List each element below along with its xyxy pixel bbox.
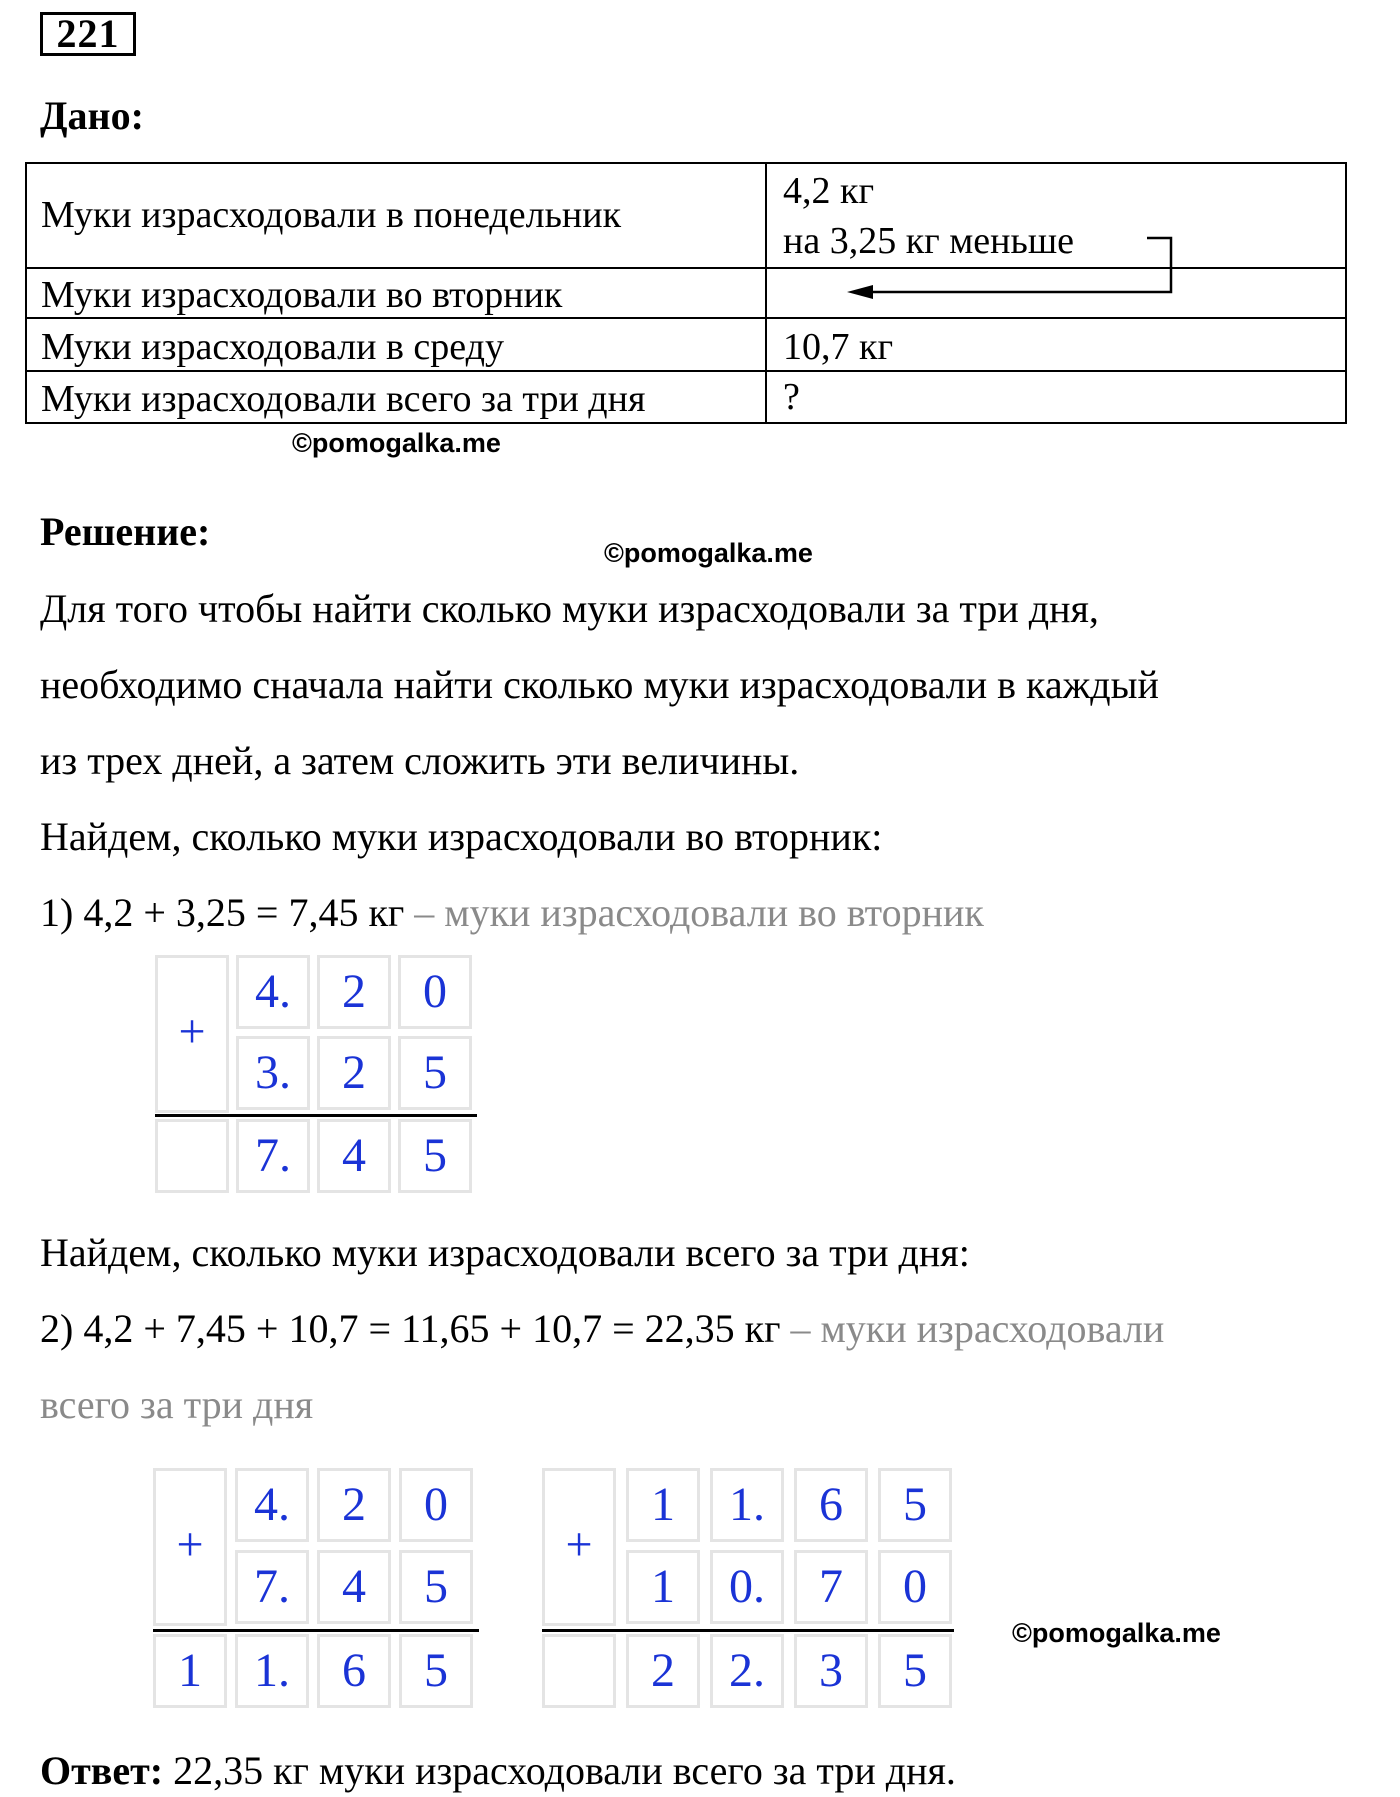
solution-line-3: из трех дней, а затем сложить эти величины. <box>40 738 800 783</box>
grid-cell: 1. <box>710 1468 784 1542</box>
grid-cell: 1. <box>235 1634 309 1708</box>
given-label-tuesday: Муки израсходовали во вторник <box>41 274 563 316</box>
grid-cell: 7. <box>235 1550 309 1624</box>
addition-grid-1 <box>155 955 481 1195</box>
plus-sign: + <box>153 1468 227 1626</box>
grid-cell: 0 <box>398 955 472 1029</box>
step-1-comment: – муки израсходовали во вторник <box>404 890 984 935</box>
step-2-intro: Найдем, сколько муки израсходовали всего за три дня: <box>40 1230 970 1275</box>
watermark: ©pomogalka.me <box>1012 1618 1221 1648</box>
solution-line-4: Найдем, сколько муки израсходовали во вторник: <box>40 814 883 859</box>
grid-cell: 5 <box>398 1119 472 1193</box>
step-1 <box>40 890 984 936</box>
given-note-difference: на 3,25 кг меньше <box>783 220 1074 262</box>
step-2-comment-continued: всего за три дня <box>40 1382 314 1427</box>
grid-cell <box>542 1634 616 1708</box>
grid-cell: 7 <box>794 1550 868 1624</box>
plus-sign: + <box>155 955 229 1113</box>
step-2 <box>40 1306 1164 1352</box>
grid-cell: 4. <box>235 1468 309 1542</box>
given-heading: Дано: <box>40 93 144 138</box>
grid-cell: 3 <box>794 1634 868 1708</box>
given-table <box>25 162 1347 424</box>
difference-arrow-icon <box>27 164 1349 426</box>
grid-cell: 0. <box>710 1550 784 1624</box>
grid-cell: 1 <box>626 1468 700 1542</box>
watermark: ©pomogalka.me <box>604 538 813 568</box>
solution-line-1: Для того чтобы найти сколько муки израсходовали за три дня, <box>40 586 1099 631</box>
watermark: ©pomogalka.me <box>292 428 501 458</box>
plus-sign: + <box>542 1468 616 1626</box>
grid-cell: 2 <box>317 1468 391 1542</box>
grid-cell: 1 <box>626 1550 700 1624</box>
grid-cell: 6 <box>794 1468 868 1542</box>
grid-cell: 0 <box>878 1550 952 1624</box>
grid-cell: 5 <box>398 1036 472 1110</box>
given-value-total: ? <box>783 376 800 418</box>
given-value-monday: 4,2 кг <box>783 170 875 212</box>
solution-line-2: необходимо сначала найти сколько муки израсходовали в каждый <box>40 662 1159 707</box>
grid-cell: 2 <box>317 955 391 1029</box>
grid-cell: 5 <box>878 1634 952 1708</box>
step-1-expression: 1) 4,2 + 3,25 = 7,45 кг <box>40 890 405 935</box>
step-2-expression: 2) 4,2 + 7,45 + 10,7 = 11,65 + 10,7 = 22,35 кг <box>40 1306 781 1351</box>
given-label-wednesday: Муки израсходовали в среду <box>41 326 504 368</box>
grid-cell: 2 <box>317 1036 391 1110</box>
problem-number: 221 <box>40 12 136 56</box>
given-label-total: Муки израсходовали всего за три дня <box>41 378 646 420</box>
given-label-monday: Муки израсходовали в понедельник <box>41 194 622 236</box>
answer-text: 22,35 кг муки израсходовали всего за три дня. <box>163 1748 956 1793</box>
grid-cell: 2 <box>626 1634 700 1708</box>
grid-cell: 4 <box>317 1119 391 1193</box>
grid-cell: 1 <box>153 1634 227 1708</box>
grid-cell: 5 <box>399 1550 473 1624</box>
grid-cell: 4. <box>236 955 310 1029</box>
addition-grid-2 <box>153 1468 483 1714</box>
grid-cell: 3. <box>236 1036 310 1110</box>
answer-label: Ответ: <box>40 1748 164 1793</box>
grid-cell: 6 <box>317 1634 391 1708</box>
grid-cell: 4 <box>317 1550 391 1624</box>
grid-cell: 5 <box>878 1468 952 1542</box>
step-2-comment: – муки израсходовали <box>780 1306 1165 1351</box>
answer <box>40 1748 956 1794</box>
grid-cell: 2. <box>710 1634 784 1708</box>
given-value-wednesday: 10,7 кг <box>783 326 894 368</box>
grid-cell: 7. <box>236 1119 310 1193</box>
solution-heading: Решение: <box>40 509 211 554</box>
addition-grid-3 <box>542 1468 956 1714</box>
grid-cell: 0 <box>399 1468 473 1542</box>
grid-cell <box>155 1119 229 1193</box>
grid-cell: 5 <box>399 1634 473 1708</box>
